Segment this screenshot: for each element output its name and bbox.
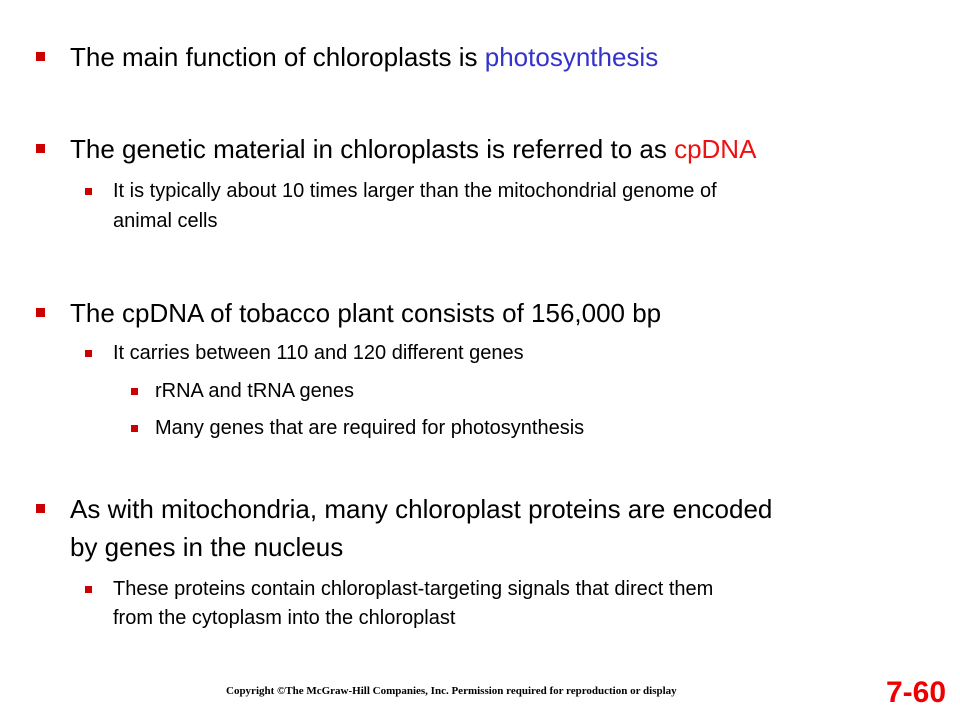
bullet-marker [36, 504, 45, 513]
copyright-notice: Copyright ©The McGraw-Hill Companies, Inc. Permission required for reproduction or display [226, 685, 677, 697]
sub-bullet-text: These proteins contain chloroplast-targeting signals that direct them [113, 578, 714, 600]
bullet-main-function [70, 42, 658, 73]
bullet-genetic-material [70, 134, 756, 165]
sub-sub-bullet-marker [131, 388, 138, 395]
bullet-nuclear-encoded [70, 494, 772, 525]
sub-bullet-size [113, 180, 717, 203]
bullet-marker [36, 52, 45, 61]
bullet-text: The main function of chloroplasts is [70, 42, 485, 72]
sub-sub-bullet-rrna [155, 380, 354, 403]
sub-bullet-targeting-signals [113, 578, 713, 601]
sub-bullet-marker [85, 350, 92, 357]
sub-bullet-targeting-signals-continued: from the cytoplasm into the chloroplast [113, 607, 456, 629]
bullet-marker [36, 308, 45, 317]
bullet-text: The genetic material in chloroplasts is referred to as [70, 134, 675, 164]
sub-bullet-genes [113, 342, 524, 365]
sub-bullet-text: It is typically about 10 times larger than the mitochondrial genome of [113, 180, 717, 202]
sub-sub-bullet-photosynthesis-genes [155, 417, 584, 440]
sub-bullet-text: It carries between 110 and 120 different genes [113, 342, 524, 364]
bullet-tobacco-cpdna [70, 298, 661, 329]
bullet-text: The cpDNA of tobacco plant consists of 156,000 bp [70, 298, 662, 328]
bullet-text: As with mitochondria, many chloroplast proteins are encoded [70, 494, 773, 524]
highlight-photosynthesis: photosynthesis [484, 42, 659, 72]
bullet-marker [36, 144, 45, 153]
sub-bullet-marker [85, 586, 92, 593]
sub-sub-bullet-text: Many genes that are required for photosynthesis [155, 417, 585, 439]
sub-bullet-size-continued: animal cells [113, 210, 218, 232]
bullet-nuclear-encoded-continued: by genes in the nucleus [70, 532, 344, 562]
sub-sub-bullet-marker [131, 425, 138, 432]
highlight-cpdna: cpDNA [674, 134, 757, 164]
sub-bullet-marker [85, 188, 92, 195]
sub-sub-bullet-text: rRNA and tRNA genes [155, 380, 354, 402]
page-number: 7-60 [885, 676, 946, 709]
